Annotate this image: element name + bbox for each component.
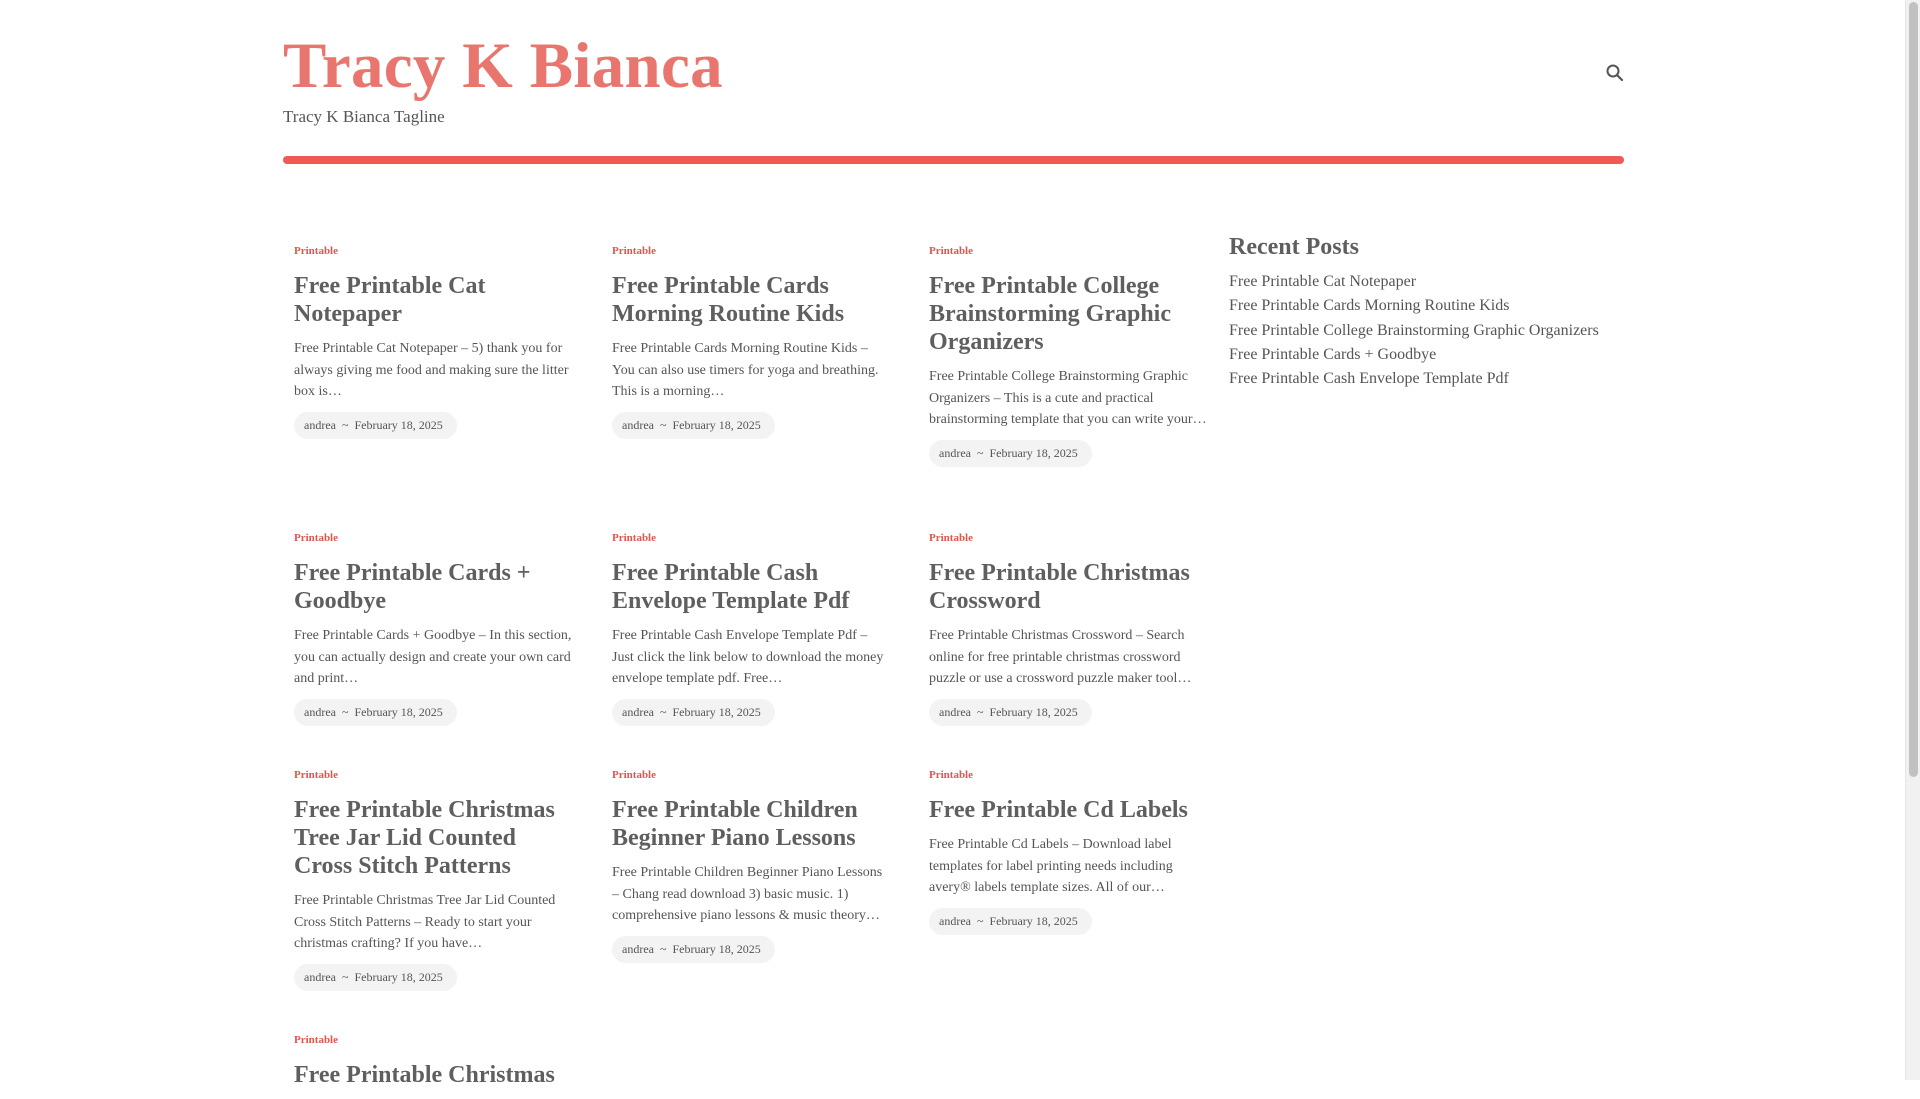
post-author[interactable]: andrea [622,417,654,432]
separator-icon: ~ [659,417,667,432]
post-meta [929,699,1092,726]
separator-icon: ~ [976,445,984,460]
post-title[interactable]: Free Printable Cat Notepaper [294,273,486,327]
recent-posts-list [1229,270,1629,391]
post-title[interactable]: Free Printable Christmas Crossword [929,560,1190,614]
post-excerpt: Free Printable Cards Morning Routine Kids – You can also use timers for yoga and breathing. This is a morning… [612,341,879,399]
recent-post-link[interactable]: Free Printable Cards Morning Routine Kids [1229,297,1510,315]
post-title[interactable]: Free Printable College Brainstorming Graphic Organizers [929,273,1172,355]
post-category[interactable]: Printable [294,769,338,781]
post-date[interactable]: February 18, 2025 [354,417,443,432]
recent-post-link[interactable]: Free Printable College Brainstorming Graphic Organizers [1229,321,1599,339]
scrollbar-thumb[interactable] [1909,2,1918,777]
post-category[interactable]: Printable [612,769,656,781]
recent-post-link[interactable]: Free Printable Cat Notepaper [1229,273,1417,290]
post-category[interactable]: Printable [612,245,656,257]
post-card [929,768,1209,935]
post-title[interactable]: Free Printable Cd Labels [929,797,1188,823]
post-category[interactable]: Printable [929,532,973,544]
post-meta [929,908,1092,935]
post-author[interactable]: andrea [622,941,654,956]
post-date[interactable]: February 18, 2025 [989,704,1078,719]
post-author[interactable]: andrea [304,969,336,984]
post-excerpt: Free Printable College Brainstorming Graphic Organizers – This is a cute and practical brainstorming template that you can write your… [929,369,1207,427]
post-card [294,768,574,991]
post-date[interactable]: February 18, 2025 [354,969,443,984]
header-divider [283,156,1624,164]
post-card [294,531,574,726]
search-icon [1603,61,1627,85]
post-excerpt: Free Printable Cash Envelope Template Pdf – Just click the link below to download the money envelope template pdf. Free… [612,628,884,686]
post-author[interactable]: andrea [304,704,336,719]
post-date[interactable]: February 18, 2025 [672,704,761,719]
separator-icon: ~ [341,969,349,984]
separator-icon: ~ [976,913,984,928]
recent-post-link[interactable]: Free Printable Cards + Goodbye [1229,345,1437,363]
post-author[interactable]: andrea [939,704,971,719]
post-title[interactable]: Free Printable Cards Morning Routine Kids [612,273,845,327]
recent-posts-widget [1229,230,1629,391]
search-button[interactable] [1603,61,1627,85]
site-tagline: Tracy K Bianca Tagline [283,107,445,126]
separator-icon: ~ [659,941,667,956]
post-category[interactable]: Printable [294,245,338,257]
post-meta [294,964,457,991]
post-card [612,531,892,726]
post-date[interactable]: February 18, 2025 [989,913,1078,928]
post-date[interactable]: February 18, 2025 [672,941,761,956]
post-date[interactable]: February 18, 2025 [989,445,1078,460]
post-meta [294,412,457,439]
post-meta [612,412,775,439]
post-category[interactable]: Printable [294,1034,338,1046]
recent-post-link[interactable]: Free Printable Cash Envelope Template Pdf [1229,370,1509,388]
post-title[interactable]: Free Printable Cash Envelope Template Pdf [612,560,850,614]
post-card [294,244,574,439]
post-excerpt: Free Printable Cards + Goodbye – In this section, you can actually design and create your own card and print… [294,628,572,686]
post-date[interactable]: February 18, 2025 [354,704,443,719]
post-card [294,1033,574,1099]
post-meta [612,699,775,726]
post-card [929,244,1209,467]
post-title[interactable]: Free Printable Cards + Goodbye [294,560,531,614]
separator-icon: ~ [341,704,349,719]
post-category[interactable]: Printable [612,532,656,544]
post-excerpt: Free Printable Children Beginner Piano Lessons – Chang read download 3) basic music. 1) comprehensive piano lessons & music theory… [612,865,883,923]
post-card [929,531,1209,726]
post-author[interactable]: andrea [939,913,971,928]
separator-icon: ~ [976,704,984,719]
post-card [612,244,892,439]
site-title[interactable]: Tracy K Bianca [283,30,723,102]
post-excerpt: Free Printable Christmas Tree Jar Lid Counted Cross Stitch Patterns – Ready to start your christmas crafting? If you have… [294,893,556,951]
recent-posts-heading: Recent Posts [1229,234,1359,260]
post-meta [929,440,1092,467]
post-excerpt: Free Printable Christmas Crossword – Search online for free printable christmas crossword puzzle or use a crossword puzzle maker tool… [929,628,1192,686]
post-excerpt: Free Printable Cat Notepaper – 5) thank you for always giving me food and making sure the litter box is… [294,341,569,399]
post-title[interactable]: Free Printable Christmas [294,1062,555,1088]
post-author[interactable]: andrea [304,417,336,432]
separator-icon: ~ [341,417,349,432]
post-meta [612,936,775,963]
post-excerpt: Free Printable Cd Labels – Download label templates for label printing needs including avery® labels template sizes. All of our… [929,837,1173,895]
post-category[interactable]: Printable [929,245,973,257]
post-author[interactable]: andrea [939,445,971,460]
post-card [612,768,892,963]
post-date[interactable]: February 18, 2025 [672,417,761,432]
post-meta [294,699,457,726]
page-scrollbar[interactable] [1905,0,1920,1080]
post-title[interactable]: Free Printable Children Beginner Piano Lessons [612,797,858,851]
post-category[interactable]: Printable [294,532,338,544]
post-author[interactable]: andrea [622,704,654,719]
post-title[interactable]: Free Printable Christmas Tree Jar Lid Counted Cross Stitch Patterns [294,797,555,879]
post-category[interactable]: Printable [929,769,973,781]
separator-icon: ~ [659,704,667,719]
